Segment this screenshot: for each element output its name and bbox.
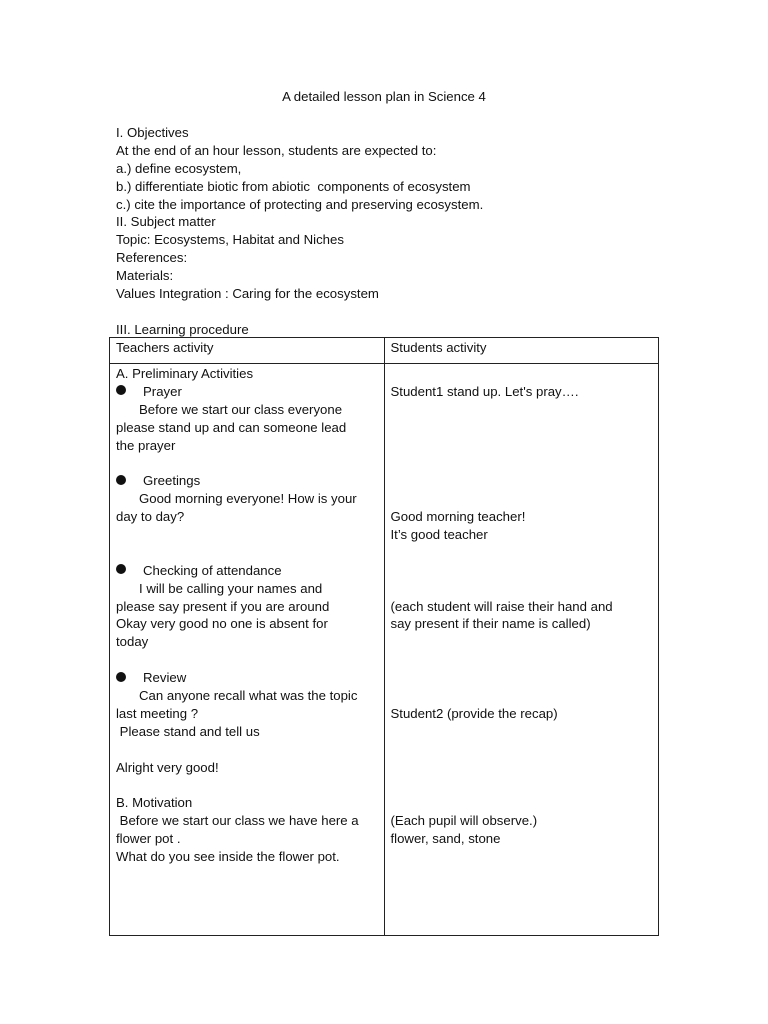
teacher-activity-cell: A. Preliminary Activities Prayer Before we start our class everyone please stand up and can someone lead the prayer Greetings Good morning everyone! How is your day to day? Checking of attendance I will be calling your names and please say present if you are around Okay very good no one is absent for today Review Can anyone recall what was the topic last meeting ? Please stand and tell us Alright very good! B. Motivation Before we start our class we have here a flower pot . What do you see inside the flower pot. xyxy=(110,364,385,936)
topic-line: Topic: Ecosystems, Habitat and Niches xyxy=(116,232,344,248)
objective-c: c.) cite the importance of protecting and preserving ecosystem. xyxy=(116,196,484,212)
teacher-column-header: Teachers activity xyxy=(110,338,385,364)
objective-b: b.) differentiate biotic from abiotic components of ecosystem xyxy=(116,178,471,194)
student-activity-cell xyxy=(384,364,659,936)
objective-a: a.) define ecosystem, xyxy=(116,160,242,176)
student-attendance-2: say present if their name is called) xyxy=(390,616,591,632)
procedure-heading: III. Learning procedure xyxy=(116,321,249,337)
student-motivation-1: (Each pupil will observe.) xyxy=(390,813,538,829)
document-title: A detailed lesson plan in Science 4 xyxy=(282,89,486,104)
bullet-icon xyxy=(116,672,126,682)
student-attendance-1: (each student will raise their hand and xyxy=(390,598,613,614)
bullet-icon xyxy=(116,564,126,574)
objectives-heading: I. Objectives xyxy=(116,125,189,140)
student-prayer: Student1 stand up. Let's pray…. xyxy=(390,383,579,399)
table-body-row xyxy=(110,364,659,936)
bullet-attendance: Checking of attendance xyxy=(116,562,378,580)
student-motivation-2: flower, sand, stone xyxy=(390,831,501,847)
references-line: References: xyxy=(116,250,188,266)
motivation-heading: B. Motivation xyxy=(116,795,193,811)
bullet-prayer: Prayer xyxy=(116,383,378,401)
bullet-review: Review xyxy=(116,669,378,687)
values-line: Values Integration : Caring for the ecosystem xyxy=(116,286,379,302)
student-greeting-2: It’s good teacher xyxy=(390,527,488,543)
preliminary-heading: A. Preliminary Activities xyxy=(116,366,254,381)
lesson-header xyxy=(116,124,676,339)
table-header-row xyxy=(110,338,659,364)
bullet-icon xyxy=(116,385,126,395)
student-greeting-1: Good morning teacher! xyxy=(390,509,526,525)
bullet-icon xyxy=(116,475,126,485)
student-review: Student2 (provide the recap) xyxy=(390,705,558,721)
bullet-greetings: Greetings xyxy=(116,472,378,490)
objectives-intro: At the end of an hour lesson, students are expected to: xyxy=(116,142,437,158)
procedure-table xyxy=(109,337,659,936)
materials-line: Materials: xyxy=(116,268,174,284)
subject-heading: II. Subject matter xyxy=(116,214,216,230)
student-column-header: Students activity xyxy=(384,338,659,364)
